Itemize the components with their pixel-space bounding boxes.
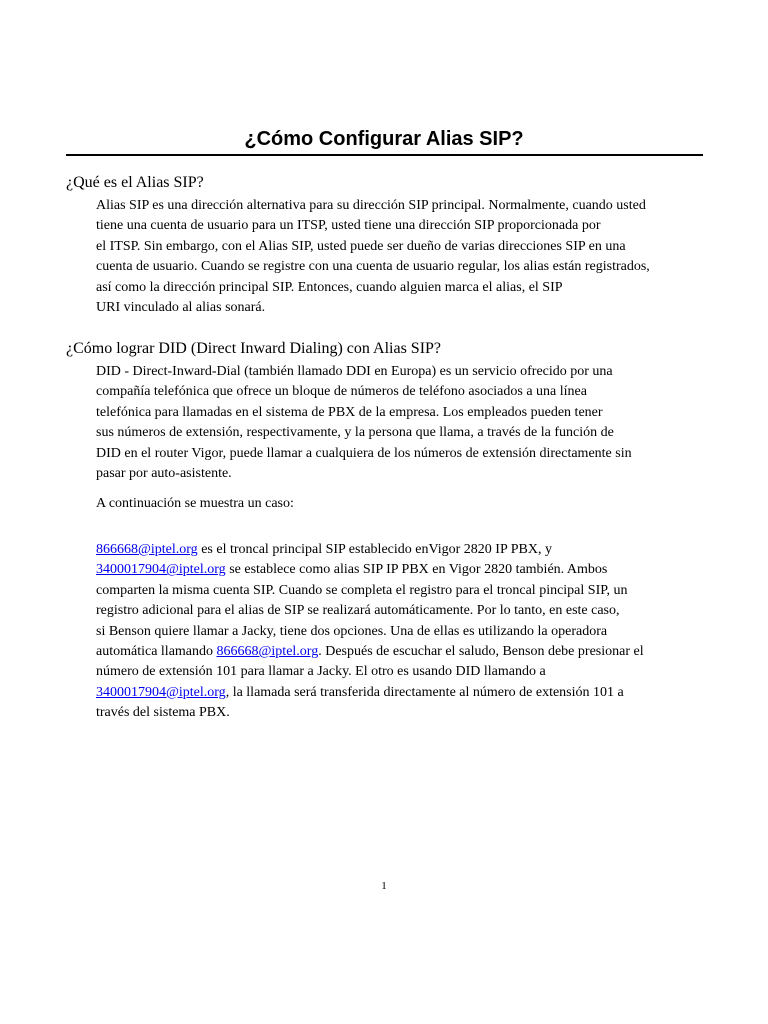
section-heading-alias: ¿Qué es el Alias SIP? — [66, 174, 204, 191]
did-paragraph — [96, 362, 716, 484]
paragraph-line: pasar por auto-asistente. — [96, 466, 232, 482]
page-number: 1 — [381, 880, 387, 892]
paragraph-line: el ITSP. Sin embargo, con el Alias SIP, usted puede ser dueño de varias direcciones SIP en una — [96, 238, 626, 254]
sip-alias-link[interactable]: 3400017904@iptel.org — [96, 684, 226, 700]
paragraph-line: DID - Direct-Inward-Dial (también llamado DDI en Europa) es un servicio ofrecido por una — [96, 364, 613, 379]
line-text: es el troncal principal SIP establecido enVigor 2820 IP PBX, y — [197, 542, 552, 557]
line-text: automática llamando — [96, 644, 217, 660]
sip-trunk-link[interactable]: 866668@iptel.org — [216, 644, 319, 660]
sip-alias-link[interactable]: 3400017904@iptel.org — [96, 562, 226, 578]
paragraph-line: así como la dirección principal SIP. Entonces, cuando alguien marca el alias, el SIP — [96, 279, 563, 295]
paragraph-line — [96, 683, 716, 703]
case-intro: A continuación se muestra un caso: — [96, 496, 294, 511]
paragraph-line: Alias SIP es una dirección alternativa para su dirección SIP principal. Normalmente, cuando usted — [96, 198, 646, 213]
line-text: se establece como alias SIP IP PBX en Vigor 2820 también. Ambos — [225, 562, 608, 578]
paragraph-line: DID en el router Vigor, puede llamar a cualquiera de los números de extensión directamente sin — [96, 445, 632, 461]
paragraph-line: URI vinculado al alias sonará. — [96, 300, 266, 316]
line-text: . Después de escuchar el saludo, Benson debe presionar el — [318, 644, 644, 660]
sip-trunk-link[interactable]: 866668@iptel.org — [96, 542, 198, 557]
paragraph-line: compañía telefónica que ofrece un bloque de números de teléfono asociados a una línea — [96, 384, 587, 400]
paragraph-line — [96, 642, 716, 662]
page-title: ¿Cómo Configurar Alias SIP? — [244, 128, 524, 150]
alias-paragraph — [96, 196, 716, 318]
title-rule — [66, 154, 703, 156]
paragraph-line: comparten la misma cuenta SIP. Cuando se completa el registro para el troncal pincipal SIP, un — [96, 582, 628, 598]
paragraph-line: tiene una cuenta de usuario para un ITSP, usted tiene una dirección SIP proporcionada por — [96, 218, 601, 234]
section-heading-did: ¿Cómo lograr DID (Direct Inward Dialing) con Alias SIP? — [66, 340, 442, 357]
case-paragraph — [96, 540, 716, 724]
paragraph-line — [96, 560, 716, 580]
paragraph-line: cuenta de usuario. Cuando se registre con una cuenta de usuario regular, los alias están registrados, — [96, 259, 650, 275]
paragraph-line: través del sistema PBX. — [96, 705, 230, 721]
paragraph-line — [96, 540, 716, 560]
paragraph-line: sus números de extensión, respectivamente, y la persona que llama, a través de la función de — [96, 425, 614, 441]
line-text: , la llamada será transferida directamente al número de extensión 101 a — [225, 684, 624, 700]
paragraph-line: telefónica para llamadas en el sistema de PBX de la empresa. Los empleados pueden tener — [96, 404, 603, 420]
paragraph-line: si Benson quiere llamar a Jacky, tiene dos opciones. Una de ellas es utilizando la operadora — [96, 623, 608, 639]
paragraph-line: registro adicional para el alias de SIP se realizará automáticamente. Por lo tanto, en este caso, — [96, 603, 620, 619]
paragraph-line: número de extensión 101 para llamar a Jacky. El otro es usando DID llamando a — [96, 664, 546, 680]
